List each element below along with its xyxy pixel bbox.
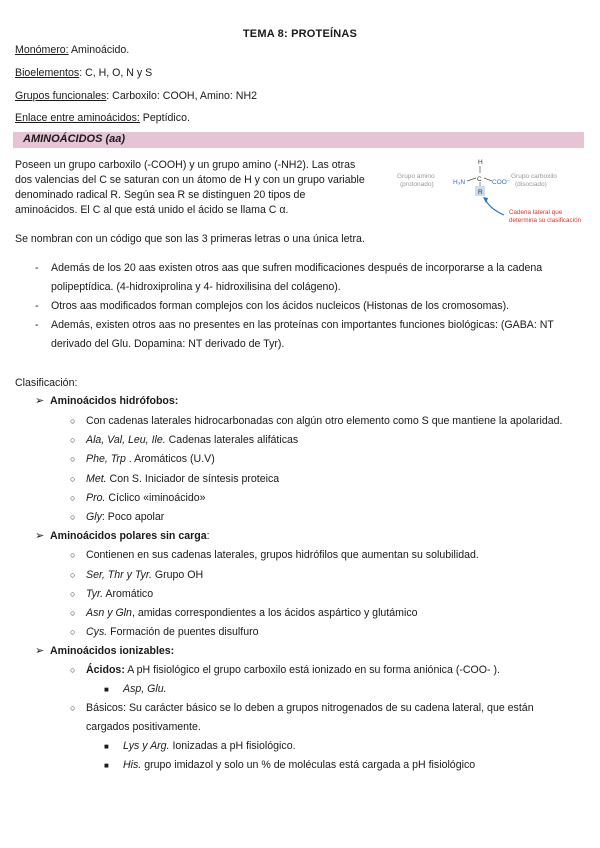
arrow-bullet-icon: ➢ (35, 645, 45, 657)
intro-line: Poseen un grupo carboxilo (-COOH) y un grupo amino (-NH2). Las otras (15, 159, 356, 171)
square-bullet-icon: ■ (104, 761, 109, 770)
square-bullet-icon: ■ (104, 742, 109, 751)
arrow-line (485, 199, 504, 215)
list-item: Ácidos: A pH fisiológico el grupo carboxilo está ionizado en su forma aniónica (-COO- ). (86, 664, 500, 676)
intro-line: denominado radical R. Según sea R se distinguen 20 tipos de (15, 189, 306, 201)
dash-marker: - (35, 262, 39, 274)
coo-group: COO⁻ (492, 179, 511, 186)
bullet-line: Otros aas modificados forman complejos con los ácidos nucleicos (Histonas de los cromosomas). (51, 300, 510, 312)
group-title: Aminoácidos polares sin carga: (50, 530, 210, 542)
circle-bullet-icon: ○ (70, 570, 76, 580)
list-item: Contienen en sus cadenas laterales, grupos hidrófilos que aumentan su solubilidad. (86, 549, 479, 561)
group-title: Aminoácidos hidrófobos: (50, 395, 179, 407)
sub-item: Lys y Arg. Ionizadas a pH fisiológico. (123, 740, 296, 752)
list-item: Ala, Val, Leu, Ile. Cadenas laterales alifáticas (86, 434, 299, 446)
arrow-bullet-icon: ➢ (35, 395, 45, 407)
circle-bullet-icon: ○ (70, 627, 76, 637)
amino-label: Grupo amino (397, 173, 435, 180)
list-item: Básicos: Su carácter básico se lo deben a grupos nitrogenados de su cadena lateral, que están (86, 702, 534, 714)
list-item: Pro. Cíclico «iminoácido» (86, 492, 206, 504)
list-item: Ser, Thr y Tyr. Grupo OH (86, 569, 204, 581)
circle-bullet-icon: ○ (70, 550, 76, 560)
naming-note: Se nombran con un código que son las 3 primeras letras o una única letra. (15, 233, 365, 245)
list-item: Gly: Poco apolar (86, 511, 165, 523)
bullet-line: derivado del Glu. Dopamina: NT derivado de Tyr). (51, 338, 285, 350)
bullet-line: Además de los 20 aas existen otros aas que sufren modificaciones después de incorporarse a la cadena (51, 262, 543, 274)
circle-bullet-icon: ○ (70, 435, 76, 445)
side-chain-label: Cadena lateral que (509, 209, 563, 216)
circle-bullet-icon: ○ (70, 493, 76, 503)
intro-line: aminoácidos. El C al que está unido el ácido se llama C α. (15, 204, 289, 216)
list-item: Con cadenas laterales hidrocarbonadas con algún otro elemento como S que mantiene la apolaridad. (86, 415, 563, 427)
circle-bullet-icon: ○ (70, 454, 76, 464)
bullet-line: polipeptídica. (4-hidroxiprolina y 4- hidroxilisina del colágeno). (51, 281, 341, 293)
section-title: AMINOÁCIDOS (aa) (23, 133, 126, 145)
nh3-group: H₃N (453, 179, 466, 186)
bond-line (484, 178, 492, 181)
carboxyl-label: (disociado) (515, 181, 547, 188)
meta-bioelements: Bioelementos: C, H, O, N y S (15, 67, 153, 79)
amino-label: (protonado) (400, 181, 434, 188)
page-title: TEMA 8: PROTEÍNAS (242, 28, 358, 40)
meta-bond: Enlace entre aminoácidos: Peptídico. (15, 112, 190, 124)
dash-marker: - (35, 300, 39, 312)
amino-acid-diagram (394, 157, 592, 229)
dash-marker: - (35, 319, 39, 331)
side-chain-label: determina su clasificación (509, 217, 582, 224)
bullet-line: Además, existen otros aas no presentes en las proteínas con importantes funciones biológicas: (GABA: NT (51, 319, 554, 331)
sub-item: Asp, Glu. (123, 683, 167, 695)
group-title: Aminoácidos ionizables: (50, 645, 175, 657)
circle-bullet-icon: ○ (70, 589, 76, 599)
classification-label: Clasificación: (15, 377, 78, 389)
carboxyl-label: Grupo carboxilo (511, 173, 557, 180)
square-bullet-icon: ■ (104, 685, 109, 694)
hydrogen-atom: H (478, 159, 483, 166)
intro-line: dos valencias del C se saturan con un átomo de H y con un grupo variable (15, 174, 365, 186)
list-item: Cys. Formación de puentes disulfuro (86, 626, 259, 638)
circle-bullet-icon: ○ (70, 474, 76, 484)
alpha-carbon: C (477, 176, 482, 183)
list-item: Met. Con S. Iniciador de síntesis proteica (86, 473, 280, 485)
meta-functional-groups: Grupos funcionales: Carboxilo: COOH, Amino: NH2 (15, 90, 257, 102)
circle-bullet-icon: ○ (70, 416, 76, 426)
r-group: R (478, 189, 483, 196)
sub-item: His. grupo imidazol y solo un % de moléculas está cargada a pH fisiológico (123, 759, 476, 771)
meta-monomer: Monómero: Aminoácido. (15, 44, 130, 56)
list-item: Phe, Trp . Aromáticos (U.V) (86, 453, 215, 465)
arrow-bullet-icon: ➢ (35, 530, 45, 542)
bond-line (467, 178, 476, 181)
circle-bullet-icon: ○ (70, 608, 76, 618)
list-item: Tyr. Aromático (86, 588, 154, 600)
section-header (13, 132, 584, 148)
list-item: Asn y Gln, amidas correspondientes a los ácidos aspártico y glutámico (86, 607, 418, 619)
circle-bullet-icon: ○ (70, 665, 76, 675)
circle-bullet-icon: ○ (70, 703, 76, 713)
circle-bullet-icon: ○ (70, 512, 76, 522)
list-item-continuation: cargados positivamente. (86, 721, 201, 733)
